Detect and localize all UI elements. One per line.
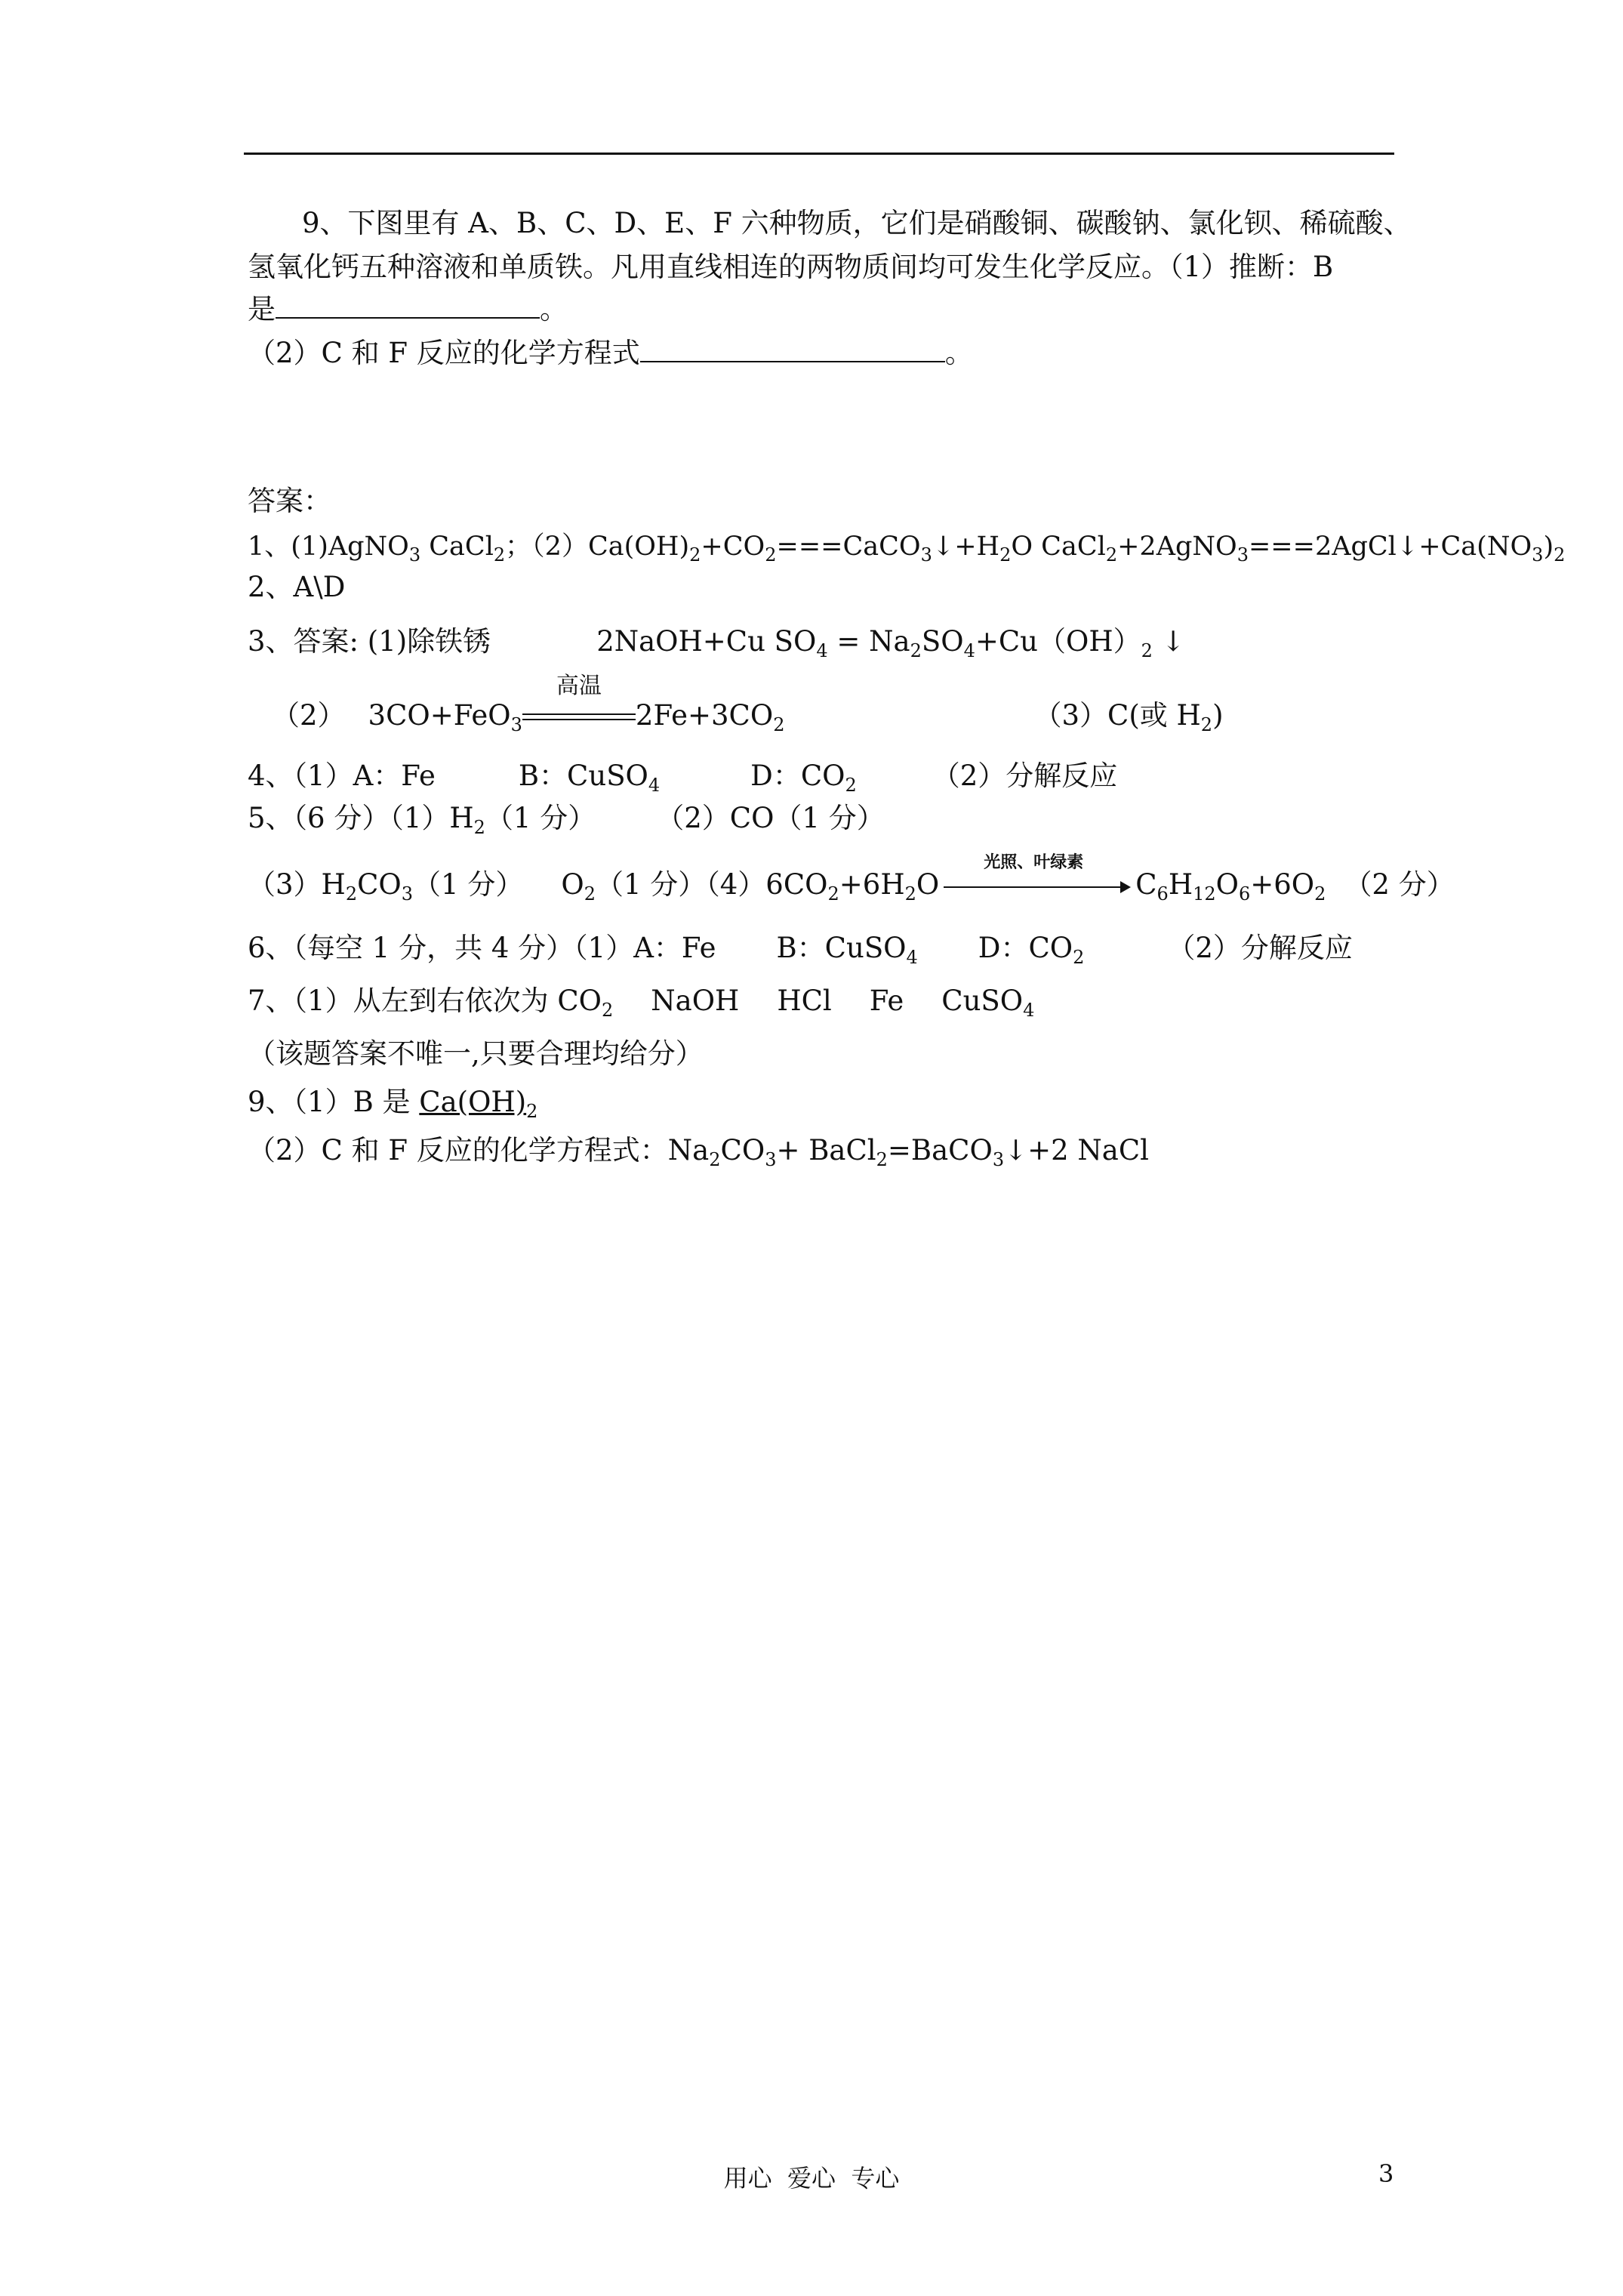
q9-line-4: （2）C 和 F 反应的化学方程式 。 <box>248 337 973 369</box>
q9-line-3: 是 。 <box>248 293 568 325</box>
high-temperature-condition: 高温 <box>522 698 636 734</box>
answer-blank-equation[interactable] <box>640 335 945 362</box>
answer-6: 6、（每空 1 分，共 4 分）（1）A：Fe B：CuSO$_4$ D：$CO_2$ （2）分解反应 <box>248 932 1353 968</box>
header-rule <box>244 153 1394 155</box>
answer-9-line-2: （2）C 和 F 反应的化学方程式：$Na_2CO_3+$ BaCl$_2$=BaCO$_3$↓+2 NaCl <box>248 1134 1149 1170</box>
answer-blank-b[interactable] <box>276 291 540 319</box>
answer-2: 2、A\D <box>248 571 346 603</box>
answer-7: 7、（1）从左到右依次为 $CO_2$ NaOH HCl Fe CuSO$_4$ <box>248 985 1035 1021</box>
photosynthesis-arrow: 光照、叶绿素 <box>939 867 1128 903</box>
answer-3-line-1: 3、答案: (1)除铁锈 2NaOH+Cu $SO_4 = Na_2SO_4+Cu(OH)_2$ ↓ <box>248 625 1185 661</box>
answer-3-line-2: （2） 3CO+FeO$_3$ 高温 $2Fe+3CO_2$ （3）C(或 $H_2$) <box>272 673 1224 735</box>
q9-line-1: 9、下图里有 A、B、C、D、E、F 六种物质，它们是硝酸铜、碳酸钠、氯化钡、稀硫酸、 <box>302 207 1412 239</box>
answer-1: 1、(1)AgNO$_3$ CaCl$_2$；$(2)Ca(OH)_2+CO_2===CaCO_3↓+H_2O$ $CaCl_2+2AgNO_3===2AgCl↓+Ca(NO_3)_2$ <box>248 532 1566 566</box>
footer-slogan: 用心 爱心 专心 <box>723 2164 900 2193</box>
answers-heading: 答案： <box>248 485 331 517</box>
page-number: 3 <box>1378 2159 1394 2188</box>
answer-4: 4、（1）A：Fe B：CuSO$_4$ D：$CO_2$ （2）分解反应 <box>248 760 1118 796</box>
answer-9-b-value: $Ca(OH)_2$ <box>419 1086 538 1122</box>
answer-5-line-2: $(3)H_2CO_3(1$ 分） $O_2(1$ 分）$(4)6CO_2+6H_2O$ 光照、叶绿素 $C_6H_{12}O_6+6O_2$ （2 分） <box>248 852 1455 905</box>
answer-9-line-1: 9、（1）B 是 $Ca(OH)_2$ <box>248 1086 538 1122</box>
q9-line-2: 氢氧化钙五种溶液和单质铁。凡用直线相连的两物质间均可发生化学反应。（1）推断：B <box>248 251 1334 283</box>
answer-5-line-1: 5、（6 分）$(1)H_2(1$ 分） （2）CO（1 分） <box>248 802 885 838</box>
answer-7-note: （该题答案不唯一,只要合理均给分） <box>248 1037 704 1070</box>
